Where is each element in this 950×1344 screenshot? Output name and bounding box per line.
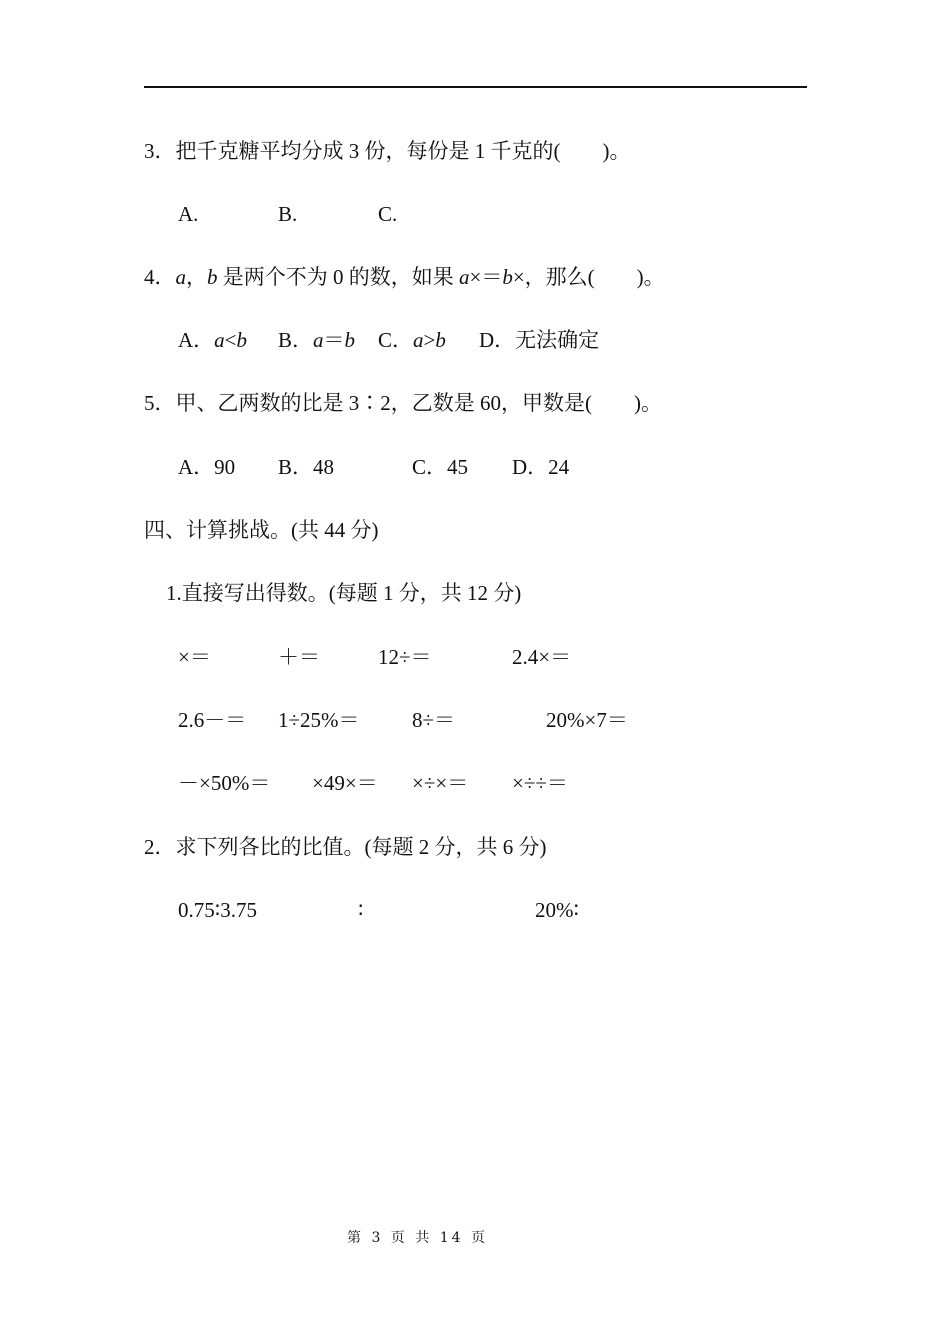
q5-option-c: C．45 [412,455,469,479]
option-op: > [423,328,436,352]
q4-number: 4． [144,265,176,289]
q3-stem: 3．把千克糖平均分成 3 份，每份是 1 千克的( )。 [144,139,631,163]
option-op: ＝ [323,328,345,352]
option-var: b [344,328,356,352]
q3-option-c: C. [378,202,398,226]
calc-item: ＋＝ [278,645,320,669]
ratio-item: 0.75∶3.75 [178,898,257,922]
q4-var-a: a [459,265,470,289]
calc-item: ×49×＝ [312,771,378,795]
option-var: b [435,328,446,352]
q5-option-d: D．24 [512,455,570,479]
header-rule [144,86,807,88]
option-var: b [236,328,248,352]
q3-option-a: A. [178,202,199,226]
calc-item: 1÷25%＝ [278,708,360,732]
option-var: a [214,328,225,352]
option-label: C． [378,328,414,352]
page-footer: 第 3 页 共 14 页 [347,1230,488,1246]
option-var: a [413,328,424,352]
calc-item: 2.6－＝ [178,708,247,732]
q4-text: ×＝ [469,265,503,289]
ratio-item: 20%∶ [535,898,579,922]
q5-option-a: A．90 [178,455,236,479]
calc-item: ×÷×＝ [412,771,469,795]
q4-var-b: b [502,265,513,289]
q4-option-a [178,327,247,353]
q4-option-b [278,327,355,353]
option-label: B． [278,328,314,352]
q5-stem: 5．甲、乙两数的比是 3∶2，乙数是 60，甲数是( )。 [144,391,662,415]
q4-text: 是两个不为 0 的数，如果 [217,265,459,289]
q4-text: ， [186,265,207,289]
calc-item: 12÷＝ [378,645,432,669]
q4-stem [144,264,665,290]
q5-option-b: B．48 [278,455,335,479]
calc-item: 2.4×＝ [512,645,572,669]
option-label: A． [178,328,215,352]
q4-text: ×，那么( )。 [512,265,665,289]
calc-item: 20%×7＝ [546,708,628,732]
option-op: < [224,328,237,352]
part2-title: 2．求下列各比的比值。(每题 2 分，共 6 分) [144,835,547,859]
calc-item: －×50%＝ [178,771,271,795]
part1-title: 1.直接写出得数。(每题 1 分，共 12 分) [166,581,522,605]
calc-item: 8÷＝ [412,708,456,732]
calc-item: ×＝ [178,645,211,669]
q4-option-c [378,327,446,353]
q4-var-b: b [207,265,218,289]
q4-var-a: a [175,265,186,289]
q3-option-b: B. [278,202,298,226]
option-var: a [313,328,324,352]
q4-option-d: D．无法确定 [479,328,600,352]
ratio-item: ∶ [358,898,364,922]
section4-title: 四、计算挑战。(共 44 分) [144,518,379,542]
calc-item: ×÷÷＝ [512,771,568,795]
